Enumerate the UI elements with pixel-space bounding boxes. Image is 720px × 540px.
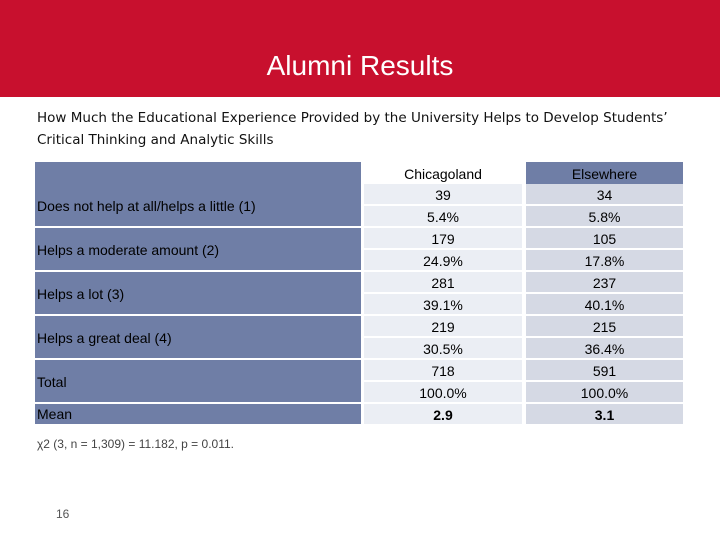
page-number: 16: [56, 507, 70, 521]
row-label: [35, 272, 361, 316]
row-label: [35, 404, 361, 426]
row-label: [35, 360, 361, 404]
table-cell: 17.8%: [526, 250, 683, 272]
table-cell: 39.1%: [364, 294, 522, 316]
row-label-text: Helps a moderate amount (2): [37, 242, 220, 258]
table-cell: 34: [526, 184, 683, 206]
table-cell: 237: [526, 272, 683, 294]
row-label: [35, 228, 361, 272]
table-cell: 3.1: [526, 404, 683, 426]
row-label-text: Helps a great deal (4): [37, 330, 172, 346]
table-cell: 40.1%: [526, 294, 683, 316]
elsewhere-column: [526, 184, 683, 426]
table-cell: 5.8%: [526, 206, 683, 228]
table-cell: 2.9: [364, 404, 522, 426]
table-cell: 591: [526, 360, 683, 382]
row-label-column: [35, 162, 361, 426]
column-header-chicagoland: Chicagoland: [404, 166, 482, 182]
page-title: Alumni Results: [266, 50, 454, 81]
table-cell: 30.5%: [364, 338, 522, 360]
row-label-text: Mean: [37, 406, 73, 422]
table-cell: 215: [526, 316, 683, 338]
table-cell: 105: [526, 228, 683, 250]
table-cell: 219: [364, 316, 522, 338]
title-banner: [0, 0, 720, 97]
row-label-text: Total: [37, 374, 67, 390]
row-label-text: Does not help at all/helps a little (1): [37, 198, 256, 214]
table-cell: 100.0%: [364, 382, 522, 404]
table-cell: 24.9%: [364, 250, 522, 272]
row-label-text: Helps a lot (3): [37, 286, 125, 302]
row-label: [35, 316, 361, 360]
table-cell: 100.0%: [526, 382, 683, 404]
table-cell: 179: [364, 228, 522, 250]
row-label: [35, 162, 361, 228]
table-cell: 718: [364, 360, 522, 382]
table-cell: 281: [364, 272, 522, 294]
statistics-footnote: χ2 (3, n = 1,309) = 11.182, p = 0.011.: [37, 437, 234, 451]
table-cell: 39: [364, 184, 522, 206]
chicagoland-column: [364, 184, 522, 426]
table-cell: 36.4%: [526, 338, 683, 360]
table-caption: How Much the Educational Experience Provided by the University Helps to Develop Students’ Critical Thinking and Analytic Skills: [37, 110, 668, 148]
column-header-elsewhere: Elsewhere: [571, 166, 638, 182]
table-cell: 5.4%: [364, 206, 522, 228]
